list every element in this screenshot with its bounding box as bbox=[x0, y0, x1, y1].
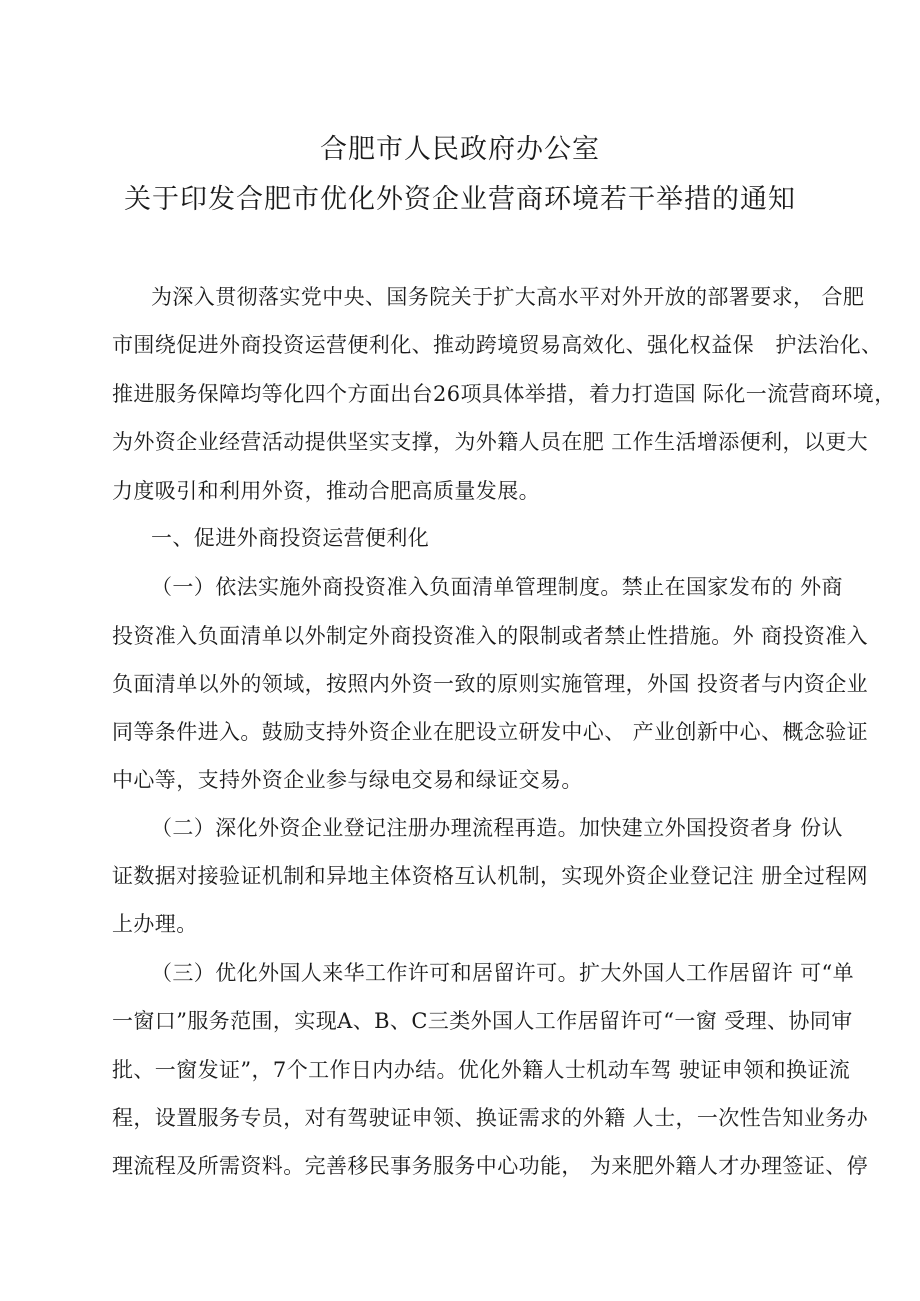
body-line: （一）依法实施外商投资准入负面清单管理制度。禁止在国家发布的 外商 bbox=[151, 575, 843, 599]
body-line: 投资准入负面清单以外制定外商投资准入的限制或者禁止性措施。外 商投资准入 bbox=[112, 624, 869, 648]
body-line: 中心等，支持外资企业参与绿电交易和绿证交易。 bbox=[112, 768, 583, 792]
document-title-issuer: 合肥市人民政府办公室 bbox=[320, 134, 600, 165]
body-line: 力度吸引和利用外资，推动合肥高质量发展。 bbox=[112, 479, 540, 503]
body-line: 程，设置服务专员，对有驾驶证申领、换证需求的外籍 人士，一次性告知业务办 bbox=[112, 1106, 869, 1130]
body-line: 市围绕促进外商投资运营便利化、推动跨境贸易高效化、强化权益保 护法治化、 bbox=[112, 333, 883, 357]
section-heading: 一、促进外商投资运营便利化 bbox=[151, 526, 430, 550]
body-line: 为深入贯彻落实党中央、国务院关于扩大高水平对外开放的部署要求， 合肥 bbox=[151, 285, 865, 309]
body-line: 理流程及所需资料。完善移民事务服务中心功能， 为来肥外籍人才办理签证、停 bbox=[112, 1154, 869, 1178]
body-line: （二）深化外资企业登记注册办理流程再造。加快建立外国投资者身 份认 bbox=[151, 816, 843, 840]
body-line: 负面清单以外的领域，按照内外资一致的原则实施管理，外国 投资者与内资企业 bbox=[112, 672, 869, 696]
body-line: 批、一窗发证”，7个工作日内办结。优化外籍人士机动车驾 驶证申领和换证流 bbox=[112, 1058, 851, 1082]
body-line: 证数据对接验证机制和异地主体资格互认机制，实现外资企业登记注 册全过程网 bbox=[112, 864, 869, 888]
body-line: 同等条件进入。鼓励支持外资企业在肥设立研发中心、 产业创新中心、概念验证 bbox=[112, 720, 869, 744]
body-line: 一窗口”服务范围，实现A、B、C三类外国人工作居留许可“一窗 受理、协同审 bbox=[112, 1009, 853, 1033]
body-line: 上办理。 bbox=[112, 912, 198, 936]
document-title-subject: 关于印发合肥市优化外资企业营商环境若干举措的通知 bbox=[124, 184, 796, 215]
body-line: 为外资企业经营活动提供坚实支撑，为外籍人员在肥 工作生活增添便利，以更大 bbox=[112, 430, 869, 454]
body-line: （三）优化外国人来华工作许可和居留许可。扩大外国人工作居留许 可“单 bbox=[151, 961, 855, 985]
body-line: 推进服务保障均等化四个方面出台26项具体举措，着力打造国 际化一流营商环境， bbox=[112, 382, 896, 406]
